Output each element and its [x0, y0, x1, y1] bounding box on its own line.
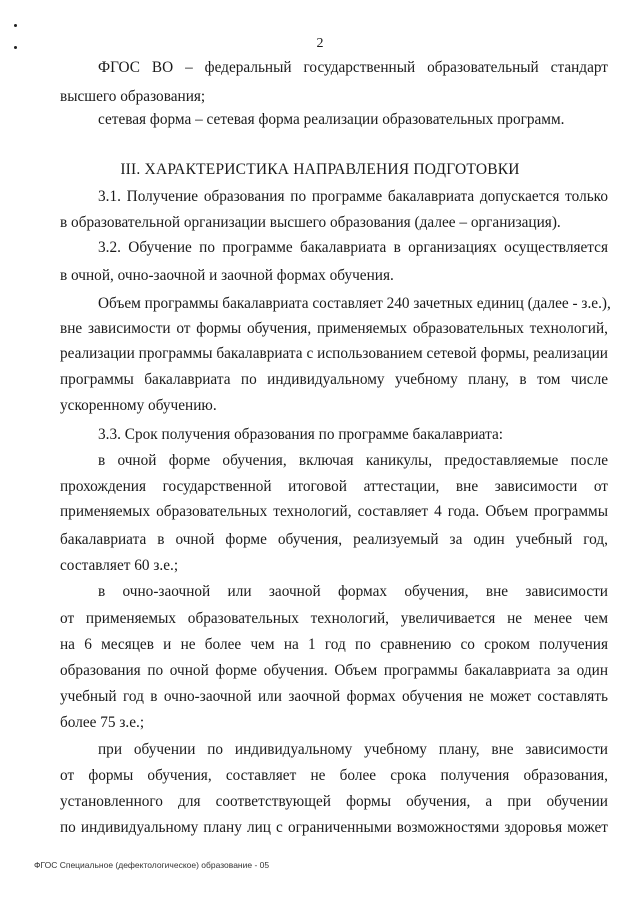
paragraph-line: установленного для соответствующей формы обучения, а при обучении	[60, 793, 608, 810]
paragraph-line: в очно-заочной или заочной формах обучения, вне зависимости	[98, 583, 608, 600]
paragraph-line: учебный год в очно-заочной или заочной формах обучения не может составлять	[60, 688, 608, 705]
scan-dot	[14, 24, 17, 27]
definition-line: высшего образования;	[60, 88, 206, 105]
paragraph-line: применяемых образовательных технологий, составляет 4 года. Объем программы	[60, 503, 608, 520]
paragraph-line: на 6 месяцев и не более чем на 1 год по сравнению со сроком получения	[60, 636, 608, 653]
page-number: 2	[316, 36, 324, 51]
paragraph-line: прохождения государственной итоговой аттестации, вне зависимости от	[60, 478, 608, 495]
paragraph-line: от формы обучения, составляет не более срока получения образования,	[60, 767, 608, 784]
paragraph-line: бакалавриата в очной форме обучения, реализуемый за один учебный год,	[60, 531, 608, 548]
paragraph-line: реализации программы бакалавриата с использованием сетевой формы, реализации	[60, 345, 608, 362]
paragraph-line: Объем программы бакалавриата составляет 240 зачетных единиц (далее - з.е.),	[98, 295, 611, 312]
paragraph-line: от применяемых образовательных технологий, увеличивается не менее чем	[60, 610, 608, 627]
definition-line: сетевая форма – сетевая форма реализации образовательных программ.	[98, 111, 565, 128]
section-title: III. ХАРАКТЕРИСТИКА НАПРАВЛЕНИЯ ПОДГОТОВКИ	[120, 161, 520, 178]
paragraph-line: по индивидуальному плану лиц с ограниченными возможностями здоровья может	[60, 819, 608, 836]
paragraph-line: 3.2. Обучение по программе бакалавриата в организациях осуществляется	[98, 239, 608, 256]
paragraph-line: составляет 60 з.е.;	[60, 557, 179, 574]
definition-line: ФГОС ВО – федеральный государственный образовательный стандарт	[98, 59, 608, 76]
paragraph-line: при обучении по индивидуальному учебному плану, вне зависимости	[98, 741, 608, 758]
paragraph-line: в очной форме обучения, включая каникулы, предоставляемые после	[98, 452, 608, 469]
paragraph-line: программы бакалавриата по индивидуальному учебному плану, в том числе	[60, 371, 608, 388]
paragraph-line: образования по очной форме обучения. Объем программы бакалавриата за один	[60, 662, 608, 679]
paragraph-line: вне зависимости от формы обучения, применяемых образовательных технологий,	[60, 320, 608, 337]
paragraph-line: более 75 з.е.;	[60, 714, 145, 731]
page-footer: ФГОС Специальное (дефектологическое) образование - 05	[34, 860, 270, 870]
paragraph-line: в очной, очно-заочной и заочной формах обучения.	[60, 267, 394, 284]
paragraph-line: 3.3. Срок получения образования по программе бакалавриата:	[98, 426, 503, 443]
paragraph-line: 3.1. Получение образования по программе бакалавриата допускается только	[98, 188, 608, 205]
paragraph-line: в образовательной организации высшего образования (далее – организация).	[60, 214, 561, 231]
paragraph-line: ускоренному обучению.	[60, 397, 217, 414]
